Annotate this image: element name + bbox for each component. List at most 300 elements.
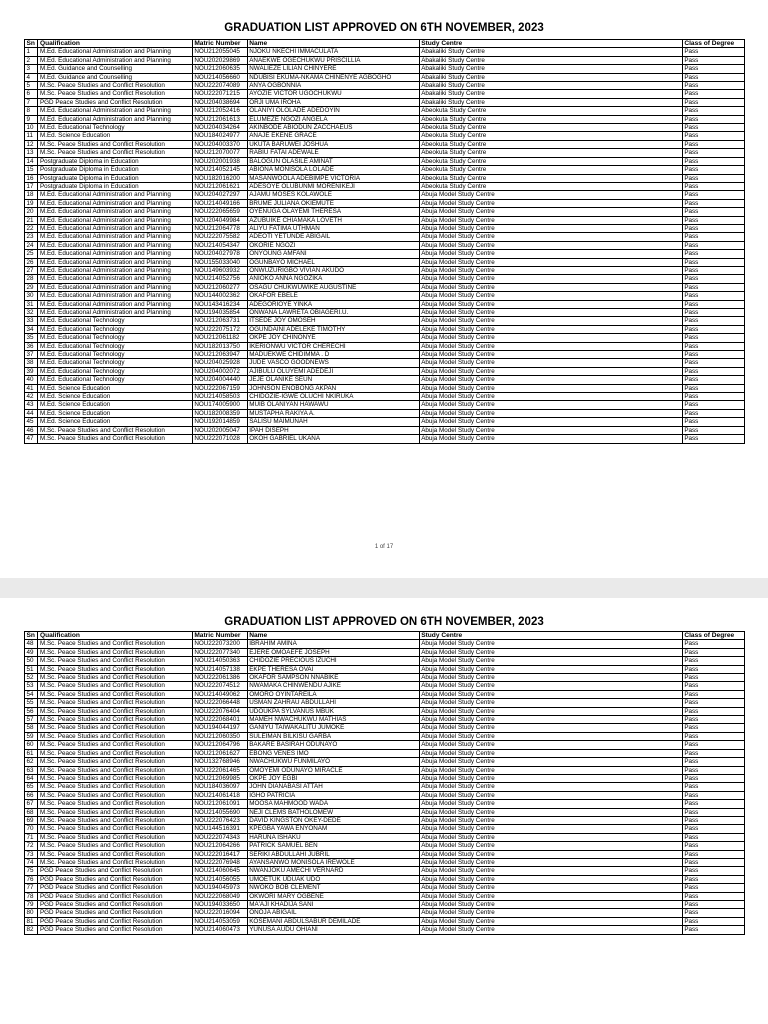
cell-qualification: M.Sc. Peace Studies and Conflict Resolution [38,690,192,698]
table-row [25,208,745,216]
table-row [25,149,745,157]
cell-matric-number: NOU212063947 [192,351,247,359]
cell-class-of-degree: Pass [682,774,744,782]
header-class-of-degree: Class of Degree [682,40,744,48]
table-row [25,283,745,291]
cell-matric-number: NOU214058503 [192,393,247,401]
cell-qualification: M.Sc. Peace Studies and Conflict Resolution [38,808,192,816]
cell-matric-number: NOU214061418 [192,791,247,799]
cell-study-centre: Abuja Model Study Centre [419,359,682,367]
cell-sn: 25 [25,250,38,258]
cell-study-centre: Abuja Model Study Centre [419,351,682,359]
cell-study-centre: Abuja Model Study Centre [419,724,682,732]
cell-name: ADEOTI YETUNDE ABIGAIL [247,233,419,241]
cell-sn: 76 [25,875,38,883]
cell-class-of-degree: Pass [682,132,744,140]
cell-class-of-degree: Pass [682,884,744,892]
header-class-of-degree: Class of Degree [682,632,744,640]
table-row [25,376,745,384]
table-row [25,665,745,673]
cell-study-centre: Abuja Model Study Centre [419,317,682,325]
cell-name: MOOSA MAHMOOD WADA [247,800,419,808]
cell-study-centre: Abuja Model Study Centre [419,690,682,698]
cell-study-centre: Abeokuta Study Centre [419,149,682,157]
table-row [25,224,745,232]
cell-qualification: M.Ed. Educational Administration and Planning [38,266,192,274]
cell-matric-number: NOU212064796 [192,741,247,749]
table-row [25,867,745,875]
cell-matric-number: NOU202001938 [192,157,247,165]
cell-name: OKWORI MARY OGBENE [247,892,419,900]
cell-name: OKAFOR EBELE [247,292,419,300]
cell-class-of-degree: Pass [682,418,744,426]
page-separator [0,578,768,598]
cell-name: ONOJA ABIGAIL [247,909,419,917]
cell-matric-number: NOU204049984 [192,216,247,224]
cell-qualification: M.Ed. Educational Administration and Planning [38,275,192,283]
table-row [25,233,745,241]
cell-sn: 54 [25,690,38,698]
cell-study-centre: Abuja Model Study Centre [419,292,682,300]
cell-matric-number: NOU144516391 [192,825,247,833]
cell-study-centre: Abuja Model Study Centre [419,892,682,900]
cell-matric-number: NOU212063731 [192,317,247,325]
table-row [25,409,745,417]
cell-name: OKOH GABRIEL UKANA [247,435,419,443]
header-sn: Sn [25,632,38,640]
table-row [25,325,745,333]
cell-qualification: M.Sc. Peace Studies and Conflict Resolution [38,648,192,656]
cell-matric-number: NOU214052756 [192,275,247,283]
cell-class-of-degree: Pass [682,241,744,249]
table-row [25,741,745,749]
cell-qualification: PGD Peace Studies and Conflict Resolution [38,901,192,909]
cell-name: NWACHUKWU FUNMILAYO [247,758,419,766]
cell-name: USMAN ZAHRAU ABDULLAHI [247,699,419,707]
cell-qualification: M.Sc. Peace Studies and Conflict Resolution [38,732,192,740]
cell-qualification: M.Sc. Peace Studies and Conflict Resolution [38,741,192,749]
cell-class-of-degree: Pass [682,892,744,900]
cell-qualification: M.Ed. Educational Administration and Planning [38,115,192,123]
cell-matric-number: NOU212061627 [192,749,247,757]
cell-name: NEJI CLEMS BATHOLOMEW [247,808,419,816]
header-qualification: Qualification [38,40,192,48]
cell-matric-number: NOU214060645 [192,867,247,875]
cell-qualification: M.Ed. Science Education [38,132,192,140]
cell-study-centre: Abuja Model Study Centre [419,732,682,740]
cell-qualification: PGD Peace Studies and Conflict Resolution [38,926,192,934]
cell-name: ANYA OGBONNIA [247,82,419,90]
graduation-table-page-1 [24,39,745,444]
cell-qualification: M.Ed. Science Education [38,418,192,426]
cell-class-of-degree: Pass [682,317,744,325]
cell-matric-number: NOU212061182 [192,334,247,342]
cell-sn: 10 [25,124,38,132]
cell-matric-number: NOU212061091 [192,800,247,808]
cell-study-centre: Abuja Model Study Centre [419,384,682,392]
cell-class-of-degree: Pass [682,292,744,300]
cell-name: MASANWOOLA ADEBIMPE VICTORIA [247,174,419,182]
cell-class-of-degree: Pass [682,283,744,291]
cell-matric-number: NOU212060635 [192,65,247,73]
header-study-centre: Study Centre [419,40,682,48]
cell-study-centre: Abeokuta Study Centre [419,174,682,182]
cell-qualification: PGD Peace Studies and Conflict Resolution [38,884,192,892]
table-row [25,926,745,934]
cell-qualification: M.Sc. Peace Studies and Conflict Resolution [38,800,192,808]
cell-sn: 37 [25,351,38,359]
cell-matric-number: NOU222074343 [192,833,247,841]
cell-matric-number: NOU143416234 [192,300,247,308]
table-row [25,359,745,367]
cell-matric-number: NOU204003370 [192,140,247,148]
cell-qualification: M.Sc. Peace Studies and Conflict Resolution [38,699,192,707]
cell-name: IPAH DISEPH [247,426,419,434]
cell-name: EKPE THERESA OVAI [247,665,419,673]
table-row [25,342,745,350]
cell-qualification: M.Sc. Peace Studies and Conflict Resolution [38,749,192,757]
cell-matric-number: NOU222071028 [192,435,247,443]
cell-name: ORJI UMA IROHA [247,98,419,106]
cell-name: RABIU FATAI ADEWALE [247,149,419,157]
cell-name: IBRAHIM AMINA [247,640,419,648]
cell-qualification: M.Ed. Educational Administration and Planning [38,191,192,199]
cell-class-of-degree: Pass [682,275,744,283]
cell-qualification: M.Sc. Peace Studies and Conflict Resolution [38,657,192,665]
cell-study-centre: Abakaliki Study Centre [419,90,682,98]
table-row [25,426,745,434]
table-row [25,258,745,266]
cell-class-of-degree: Pass [682,909,744,917]
cell-sn: 40 [25,376,38,384]
cell-qualification: Postgraduate Diploma in Education [38,174,192,182]
cell-qualification: M.Ed. Educational Administration and Planning [38,224,192,232]
cell-name: ANAJE EKENE GRACE [247,132,419,140]
cell-name: SERIKI ABDULLAHI JUBRIL [247,850,419,858]
cell-study-centre: Abuja Model Study Centre [419,926,682,934]
cell-qualification: M.Sc. Peace Studies and Conflict Resolution [38,842,192,850]
cell-matric-number: NOU214056055 [192,875,247,883]
cell-sn: 19 [25,199,38,207]
cell-matric-number: NOU194044197 [192,724,247,732]
cell-study-centre: Abuja Model Study Centre [419,917,682,925]
cell-class-of-degree: Pass [682,359,744,367]
cell-name: ADEGORIOYE YINKA [247,300,419,308]
cell-matric-number: NOU222073200 [192,640,247,648]
table-row [25,216,745,224]
cell-class-of-degree: Pass [682,867,744,875]
cell-study-centre: Abakaliki Study Centre [419,98,682,106]
cell-sn: 2 [25,56,38,64]
cell-sn: 47 [25,435,38,443]
cell-class-of-degree: Pass [682,115,744,123]
table-row [25,682,745,690]
cell-study-centre: Abuja Model Study Centre [419,716,682,724]
cell-sn: 31 [25,300,38,308]
cell-class-of-degree: Pass [682,233,744,241]
cell-sn: 44 [25,409,38,417]
cell-name: YUNUSA AUDU OHIANI [247,926,419,934]
cell-qualification: PGD Peace Studies and Conflict Resolution [38,892,192,900]
cell-sn: 11 [25,132,38,140]
cell-study-centre: Abuja Model Study Centre [419,774,682,782]
cell-sn: 29 [25,283,38,291]
cell-study-centre: Abuja Model Study Centre [419,258,682,266]
table-row [25,241,745,249]
cell-class-of-degree: Pass [682,334,744,342]
table-row [25,783,745,791]
cell-study-centre: Abuja Model Study Centre [419,418,682,426]
cell-qualification: M.Sc. Peace Studies and Conflict Resolution [38,665,192,673]
cell-sn: 14 [25,157,38,165]
table-row [25,132,745,140]
cell-sn: 64 [25,774,38,782]
cell-class-of-degree: Pass [682,250,744,258]
cell-class-of-degree: Pass [682,657,744,665]
cell-name: BALOGUN OLASILE AMINAT [247,157,419,165]
cell-matric-number: NOU222061465 [192,766,247,774]
cell-name: OYENUGA OLAYEMI THERESA [247,208,419,216]
cell-sn: 55 [25,699,38,707]
cell-matric-number: NOU212060350 [192,732,247,740]
cell-class-of-degree: Pass [682,850,744,858]
cell-class-of-degree: Pass [682,791,744,799]
cell-study-centre: Abuja Model Study Centre [419,233,682,241]
table-row [25,65,745,73]
table-row [25,275,745,283]
cell-study-centre: Abeokuta Study Centre [419,115,682,123]
cell-matric-number: NOU214060473 [192,926,247,934]
cell-matric-number: NOU214052145 [192,166,247,174]
cell-class-of-degree: Pass [682,98,744,106]
page-title: GRADUATION LIST APPROVED ON 6TH NOVEMBER, 2023 [224,22,544,34]
cell-qualification: M.Sc. Peace Studies and Conflict Resolution [38,858,192,866]
cell-sn: 72 [25,842,38,850]
cell-qualification: M.Ed. Educational Technology [38,367,192,375]
cell-matric-number: NOU214049062 [192,690,247,698]
cell-sn: 61 [25,749,38,757]
cell-matric-number: NOU204002072 [192,367,247,375]
cell-qualification: M.Ed. Educational Administration and Planning [38,48,192,56]
cell-sn: 45 [25,418,38,426]
cell-study-centre: Abuja Model Study Centre [419,309,682,317]
cell-matric-number: NOU222061386 [192,674,247,682]
cell-sn: 3 [25,65,38,73]
cell-sn: 49 [25,648,38,656]
cell-class-of-degree: Pass [682,191,744,199]
table-row [25,909,745,917]
cell-matric-number: NOU204038694 [192,98,247,106]
cell-class-of-degree: Pass [682,409,744,417]
cell-qualification: M.Ed. Educational Administration and Planning [38,233,192,241]
cell-qualification: M.Ed. Educational Technology [38,351,192,359]
cell-study-centre: Abuja Model Study Centre [419,665,682,673]
table-row [25,140,745,148]
cell-name: MA'AJI KHADIJA SANI [247,901,419,909]
cell-class-of-degree: Pass [682,266,744,274]
cell-class-of-degree: Pass [682,917,744,925]
cell-study-centre: Abeokuta Study Centre [419,124,682,132]
table-row [25,774,745,782]
cell-name: ANAEKWE OGECHUKWU PRISCILLIA [247,56,419,64]
cell-study-centre: Abuja Model Study Centre [419,224,682,232]
cell-class-of-degree: Pass [682,82,744,90]
cell-sn: 82 [25,926,38,934]
cell-sn: 20 [25,208,38,216]
cell-matric-number: NOU194033650 [192,901,247,909]
cell-qualification: M.Ed. Educational Administration and Planning [38,250,192,258]
table-row [25,115,745,123]
cell-qualification: M.Ed. Educational Technology [38,376,192,384]
cell-class-of-degree: Pass [682,640,744,648]
cell-study-centre: Abuja Model Study Centre [419,850,682,858]
cell-study-centre: Abuja Model Study Centre [419,393,682,401]
cell-sn: 39 [25,367,38,375]
page-number: 1 of 17 [374,544,394,550]
cell-qualification: M.Sc. Peace Studies and Conflict Resolution [38,833,192,841]
cell-qualification: M.Sc. Peace Studies and Conflict Resolution [38,766,192,774]
cell-study-centre: Abuja Model Study Centre [419,791,682,799]
cell-class-of-degree: Pass [682,367,744,375]
cell-sn: 58 [25,724,38,732]
table-row [25,816,745,824]
cell-name: OMOYEMI ODUNAYO MIRACLE [247,766,419,774]
cell-qualification: M.Ed. Educational Technology [38,325,192,333]
cell-qualification: M.Sc. Peace Studies and Conflict Resolution [38,774,192,782]
cell-study-centre: Abuja Model Study Centre [419,401,682,409]
cell-sn: 5 [25,82,38,90]
cell-sn: 36 [25,342,38,350]
cell-name: NWALIEZE LILIAN CHINYERE [247,65,419,73]
cell-matric-number: NOU214057138 [192,665,247,673]
cell-class-of-degree: Pass [682,800,744,808]
cell-sn: 13 [25,149,38,157]
cell-qualification: M.Sc. Peace Studies and Conflict Resolution [38,426,192,434]
table-row [25,199,745,207]
cell-study-centre: Abeokuta Study Centre [419,182,682,190]
table-row [25,758,745,766]
cell-name: CHIDOZIE-IGWE OLUCHI NKIRUKA [247,393,419,401]
table-row [25,875,745,883]
cell-sn: 34 [25,325,38,333]
cell-study-centre: Abuja Model Study Centre [419,707,682,715]
cell-qualification: M.Ed. Educational Administration and Planning [38,56,192,64]
cell-study-centre: Abuja Model Study Centre [419,783,682,791]
cell-study-centre: Abuja Model Study Centre [419,191,682,199]
cell-class-of-degree: Pass [682,758,744,766]
cell-sn: 48 [25,640,38,648]
cell-matric-number: NOU222075172 [192,325,247,333]
cell-qualification: M.Ed. Science Education [38,409,192,417]
graduation-table-page-2 [24,631,745,935]
cell-study-centre: Abuja Model Study Centre [419,275,682,283]
cell-matric-number: NOU222068401 [192,716,247,724]
cell-sn: 21 [25,216,38,224]
cell-study-centre: Abuja Model Study Centre [419,816,682,824]
cell-matric-number: NOU204027978 [192,250,247,258]
cell-matric-number: NOU222074512 [192,682,247,690]
cell-name: JUDE VASCO GOODNEWS [247,359,419,367]
cell-sn: 81 [25,917,38,925]
cell-matric-number: NOU222076423 [192,816,247,824]
cell-qualification: M.Ed. Educational Administration and Planning [38,208,192,216]
table-row [25,73,745,81]
cell-name: AJIBULU OLUYEMI ADEDEJI [247,367,419,375]
table-row [25,56,745,64]
cell-qualification: M.Ed. Science Education [38,384,192,392]
cell-name: HARUNA ISHAKU [247,833,419,841]
cell-study-centre: Abakaliki Study Centre [419,65,682,73]
cell-matric-number: NOU194045973 [192,884,247,892]
cell-matric-number: NOU222068049 [192,892,247,900]
cell-matric-number: NOU222077340 [192,648,247,656]
table-row [25,418,745,426]
cell-study-centre: Abuja Model Study Centre [419,640,682,648]
cell-sn: 26 [25,258,38,266]
cell-sn: 79 [25,901,38,909]
cell-matric-number: NOU149603932 [192,266,247,274]
cell-matric-number: NOU174005900 [192,401,247,409]
cell-sn: 73 [25,850,38,858]
cell-class-of-degree: Pass [682,426,744,434]
table-row [25,884,745,892]
cell-class-of-degree: Pass [682,690,744,698]
cell-study-centre: Abuja Model Study Centre [419,749,682,757]
cell-study-centre: Abuja Model Study Centre [419,766,682,774]
cell-sn: 53 [25,682,38,690]
cell-class-of-degree: Pass [682,825,744,833]
cell-qualification: M.Ed. Educational Administration and Planning [38,199,192,207]
cell-matric-number: NOU184036097 [192,783,247,791]
cell-study-centre: Abuja Model Study Centre [419,909,682,917]
cell-qualification: M.Sc. Peace Studies and Conflict Resolution [38,149,192,157]
table-row [25,393,745,401]
table-row [25,833,745,841]
cell-qualification: M.Ed. Educational Technology [38,359,192,367]
cell-qualification: M.Sc. Peace Studies and Conflict Resolution [38,674,192,682]
cell-matric-number: NOU214050363 [192,657,247,665]
cell-qualification: PGD Peace Studies and Conflict Resolution [38,875,192,883]
cell-class-of-degree: Pass [682,699,744,707]
cell-qualification: M.Sc. Peace Studies and Conflict Resolution [38,435,192,443]
cell-sn: 80 [25,909,38,917]
cell-class-of-degree: Pass [682,732,744,740]
cell-sn: 6 [25,90,38,98]
header-qualification: Qualification [38,632,192,640]
cell-name: SULEIMAN BILKISU GARBA [247,732,419,740]
table-row [25,98,745,106]
cell-matric-number: NOU155033040 [192,258,247,266]
cell-study-centre: Abuja Model Study Centre [419,283,682,291]
cell-class-of-degree: Pass [682,300,744,308]
cell-sn: 15 [25,166,38,174]
cell-class-of-degree: Pass [682,208,744,216]
cell-class-of-degree: Pass [682,401,744,409]
cell-study-centre: Abuja Model Study Centre [419,648,682,656]
cell-name: JOHN DIANABASI ATTAH [247,783,419,791]
cell-name: ONYOUNG AMFANI [247,250,419,258]
cell-class-of-degree: Pass [682,65,744,73]
cell-class-of-degree: Pass [682,48,744,56]
cell-qualification: M.Sc. Peace Studies and Conflict Resolution [38,140,192,148]
cell-name: OSAGU CHUKWUWIKE AUGUSTINE [247,283,419,291]
cell-study-centre: Abakaliki Study Centre [419,56,682,64]
cell-class-of-degree: Pass [682,342,744,350]
cell-study-centre: Abakaliki Study Centre [419,82,682,90]
table-row [25,107,745,115]
cell-sn: 71 [25,833,38,841]
cell-qualification: M.Ed. Guidance and Counselling [38,65,192,73]
